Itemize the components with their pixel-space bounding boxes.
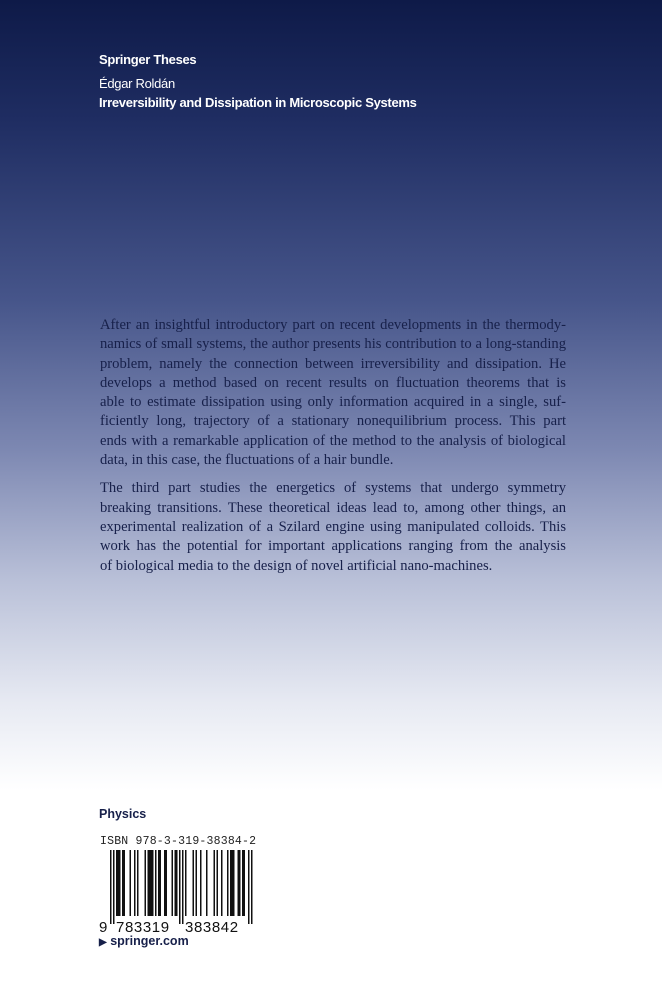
barcode-bar <box>244 850 246 916</box>
barcode-bar <box>221 850 223 916</box>
blurb-line: of biological media to the design of novel artificial nano-machines. <box>100 557 493 574</box>
barcode-bar <box>242 850 244 916</box>
blurb-line: The third part studies the energetics of systems that undergo symmetry <box>100 480 566 497</box>
author-name: Édgar Roldán <box>99 76 175 91</box>
barcode-bar <box>230 850 232 916</box>
book-title: Irreversibility and Dissipation in Microscopic Systems <box>99 95 417 110</box>
barcode-bar <box>196 850 198 916</box>
blurb-line: able to estimate dissipation using only information acquired in a single, suf- <box>100 394 566 411</box>
barcode-digits: 383842 <box>185 919 239 934</box>
series-name: Springer Theses <box>99 52 197 67</box>
barcode-bar <box>227 850 229 916</box>
subject-label: Physics <box>99 807 147 821</box>
barcode-digits: 783319 <box>116 919 170 934</box>
blurb-line: namics of small systems, the author presents his contribution to a long-standing <box>100 336 566 353</box>
barcode-bar <box>248 850 250 924</box>
barcode-bar <box>238 850 240 916</box>
barcode-bar <box>172 850 174 916</box>
blurb-line: experimental realization of a Szilard engine using manipulated colloids. This <box>100 518 566 535</box>
barcode-bar <box>118 850 120 916</box>
barcode-bar <box>110 850 112 924</box>
barcode-bar <box>176 850 178 916</box>
blurb-line: work has the potential for important applications ranging from the analysis <box>100 538 566 555</box>
blurb-text <box>100 316 566 585</box>
barcode-bar <box>233 850 235 916</box>
barcode-bar <box>155 850 157 916</box>
barcode-bar <box>185 850 187 916</box>
barcode-bar <box>122 850 124 916</box>
barcode-bar <box>130 850 132 916</box>
barcode-bar <box>214 850 216 916</box>
barcode-bar <box>145 850 147 916</box>
barcode-bar <box>182 850 184 924</box>
isbn-text: ISBN 978-3-319-38384-2 <box>100 835 257 848</box>
barcode-bar <box>149 850 151 916</box>
barcode-bar <box>124 850 126 916</box>
barcode-bar <box>134 850 136 916</box>
barcode-bar <box>116 850 118 916</box>
barcode-bar <box>119 850 121 916</box>
barcode-bar <box>152 850 154 916</box>
blurb-line: data, in this case, the fluctuations of a hair bundle. <box>100 452 394 469</box>
blurb-line: problem, namely the connection between irreversibility and dissipation. He <box>100 355 566 372</box>
barcode-bar <box>239 850 241 916</box>
blurb-line: ends with a remarkable application of the method to the analysis of biological <box>100 432 566 449</box>
barcode-bar <box>251 850 253 924</box>
blurb-line: develops a method based on recent results on fluctuation theorems that is <box>100 374 566 391</box>
blurb-line: breaking transitions. These theoretical ideas lead to, among other things, an <box>100 499 566 516</box>
barcode-bar <box>164 850 166 916</box>
barcode-bar <box>206 850 208 916</box>
barcode-bar <box>217 850 219 916</box>
barcode-bar <box>148 850 150 916</box>
barcode-bar <box>200 850 202 916</box>
barcode-bar <box>113 850 115 924</box>
blurb-line: After an insightful introductory part on recent developments in the thermody- <box>100 317 566 333</box>
barcode-bar <box>151 850 153 916</box>
barcode-bar <box>166 850 168 916</box>
barcode-bar <box>160 850 162 916</box>
barcode-bar <box>158 850 160 916</box>
barcode <box>98 848 258 934</box>
blurb-paragraph <box>100 479 566 575</box>
site-label: springer.com <box>110 934 189 948</box>
blurb-paragraph <box>100 316 566 470</box>
barcode-digits: 9 <box>99 919 108 934</box>
springer-link[interactable] <box>99 934 189 948</box>
barcode-bar <box>179 850 181 924</box>
triangle-right-icon: ▶ <box>99 937 107 948</box>
barcode-bar <box>193 850 195 916</box>
blurb-line: ficiently long, trajectory of a stationary nonequilibrium process. This part <box>100 413 566 430</box>
barcode-bar <box>137 850 139 916</box>
barcode-bar <box>232 850 234 916</box>
barcode-bar <box>175 850 177 916</box>
